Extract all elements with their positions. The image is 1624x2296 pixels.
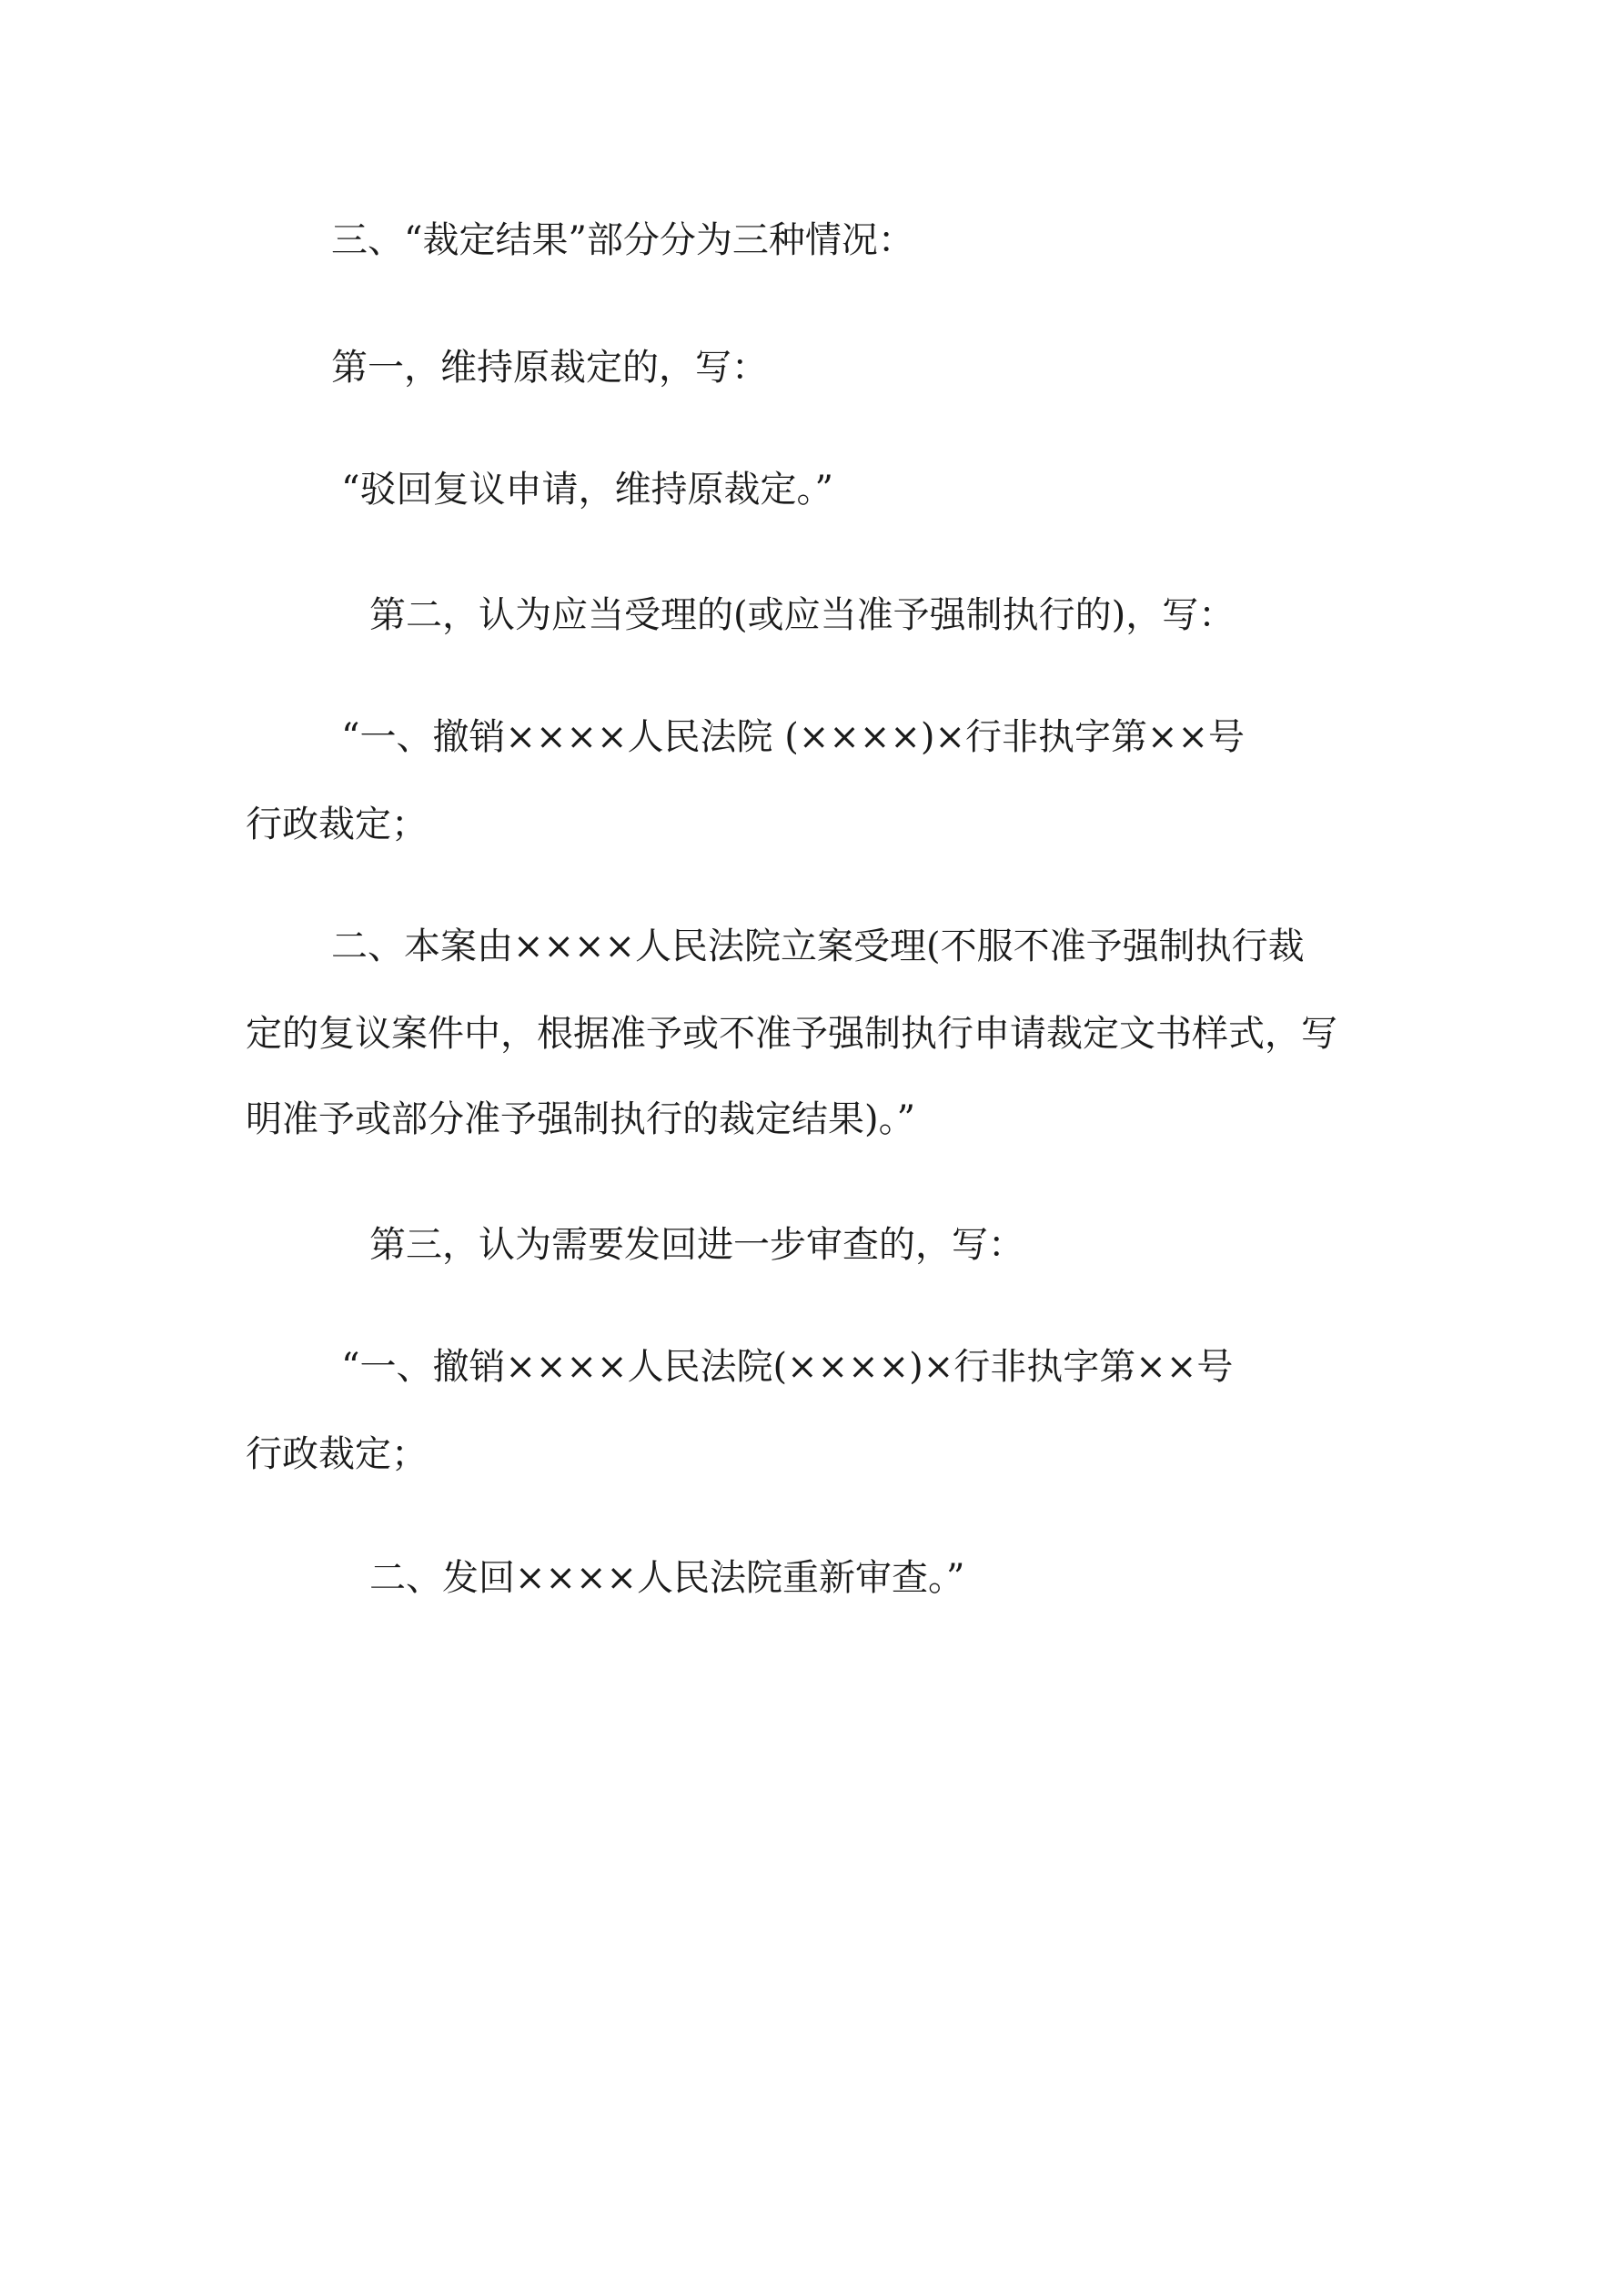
- case2-heading: 第二，认为应当受理的(或应当准予强制执行的)，写：: [369, 594, 1236, 636]
- case1-text: “驳回复议申请，维持原裁定。”: [341, 469, 833, 511]
- case2-item2-line3: 明准予或部分准予强制执行的裁定结果)。”: [246, 1098, 916, 1140]
- case3-heading: 第三，认为需要发回进一步审查的，写：: [369, 1224, 1024, 1266]
- section-heading: 三、“裁定结果”部分分为三种情况：: [331, 219, 914, 261]
- case3-item2: 二、发回××××人民法院重新审查。”: [369, 1557, 965, 1599]
- case2-item1-line1: “一、撤销××××人民法院 (××××)×行非执字第××号: [341, 716, 1246, 758]
- case3-item1-line1: “一、撤销××××人民法院(××××)×行非执字第××号: [341, 1346, 1234, 1388]
- case1-heading: 第一，维持原裁定的，写：: [331, 347, 768, 389]
- case3-item1-line2: 行政裁定；: [246, 1433, 428, 1475]
- case2-item2-line2: 定的复议案件中，根据准予或不准予强制执行申请裁定文书样式，写: [246, 1013, 1337, 1055]
- case2-item2-line1: 二、本案由××××人民法院立案受理(不服不准予强制执行裁: [331, 925, 1305, 967]
- case2-item1-line2: 行政裁定；: [246, 804, 428, 845]
